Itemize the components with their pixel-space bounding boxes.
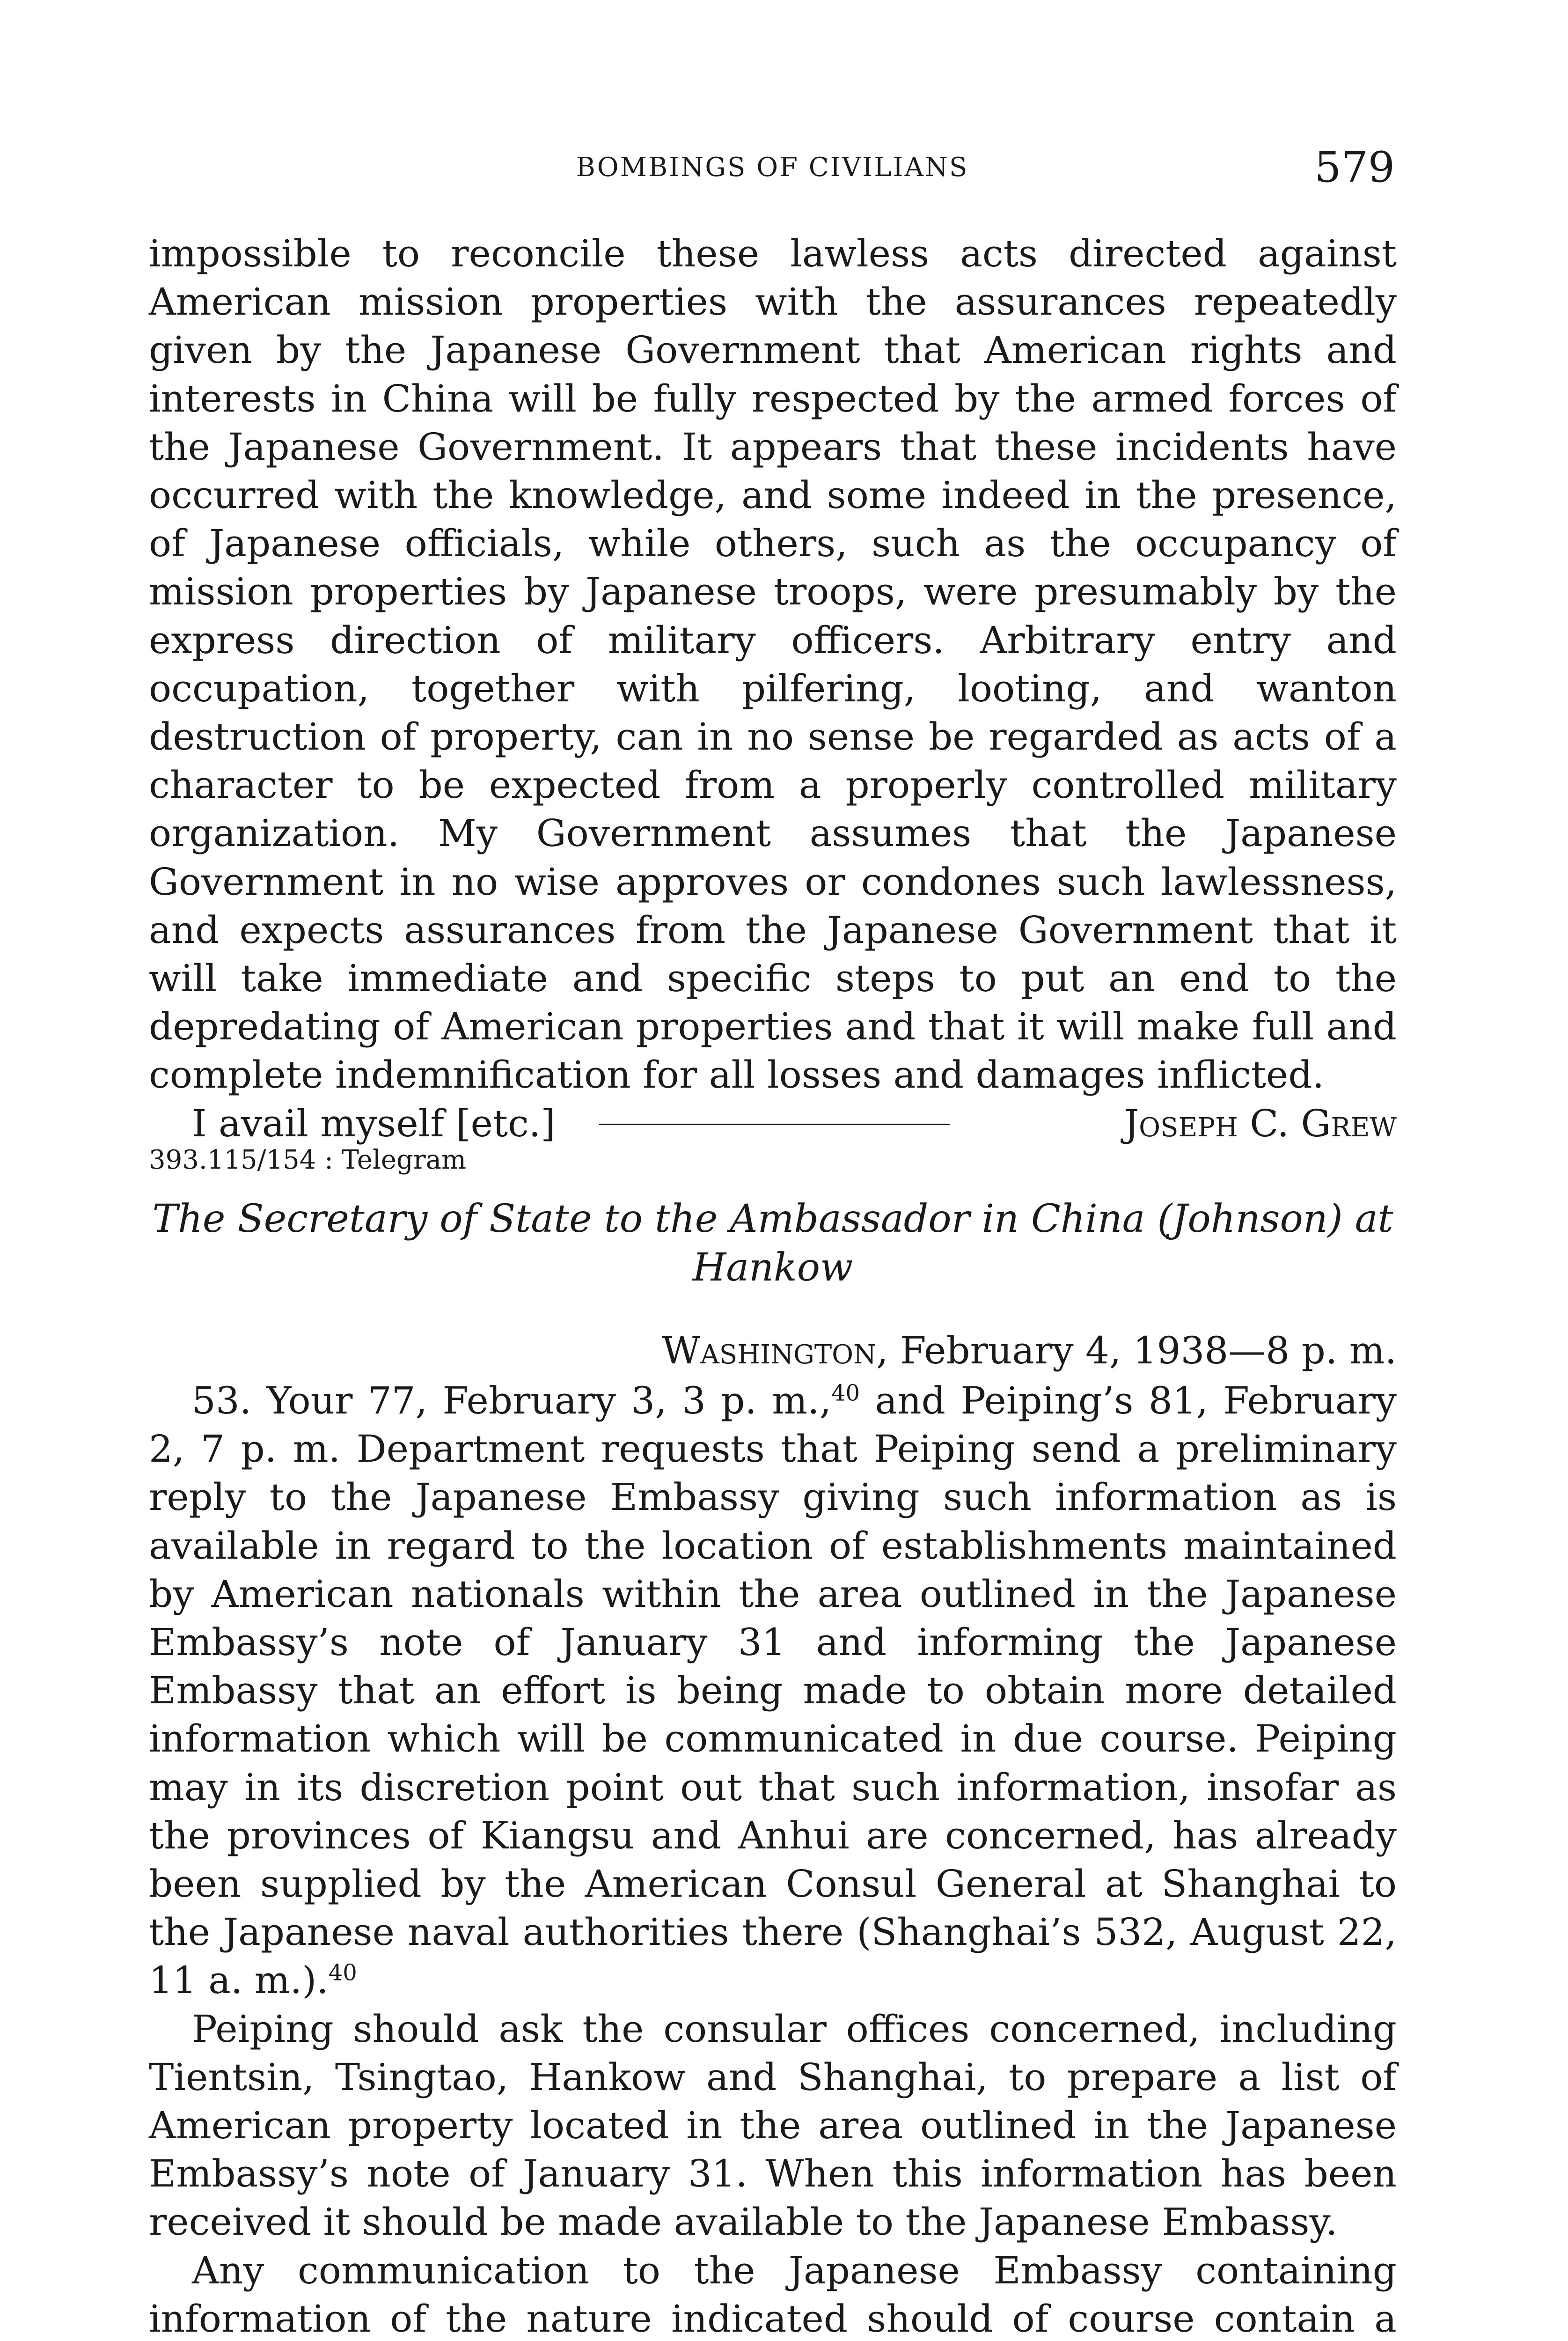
page-number: 579 — [1314, 143, 1395, 192]
dateline-place: Washington — [662, 1329, 877, 1372]
dateline — [662, 1329, 1397, 1372]
telegram-paragraph-2: Peiping should ask the consular offices concerned, including Tientsin, Tsingtao, Hankow and Shanghai, to prepare a list of American property located in the area outlined in the Japanese Embassy’s note of January 31. When this information has been received it should be made available to the Japanese Embassy. — [149, 2007, 1397, 2244]
footnote-ref: 40 — [831, 1380, 860, 1406]
telegram-paragraph-3: Any communication to the Japanese Embassy containing information of the nature indicated should of course contain a — [149, 2248, 1397, 2341]
letter-paragraph: impossible to reconcile these lawless acts directed against American mission properties with the assurances repeatedly given by the Japanese Government that American rights and interests in China will be fully respected by the armed forces of the Japanese Government. It appears that these incidents have occurred with the knowledge, and some indeed in the presence, of Japanese officials, while others, such as the occupancy of mission properties by Japanese troops, were presumably by the express direction of military officers. Arbitrary entry and occupation, together with pilfering, looting, and wanton destruction of property, can in no sense be regarded as acts of a character to be expected from a properly controlled military organization. My Government assumes that the Japanese Government in no wise approves or condones such lawlessness, and expects assurances from the Japanese Government that it will take immediate and specific steps to put an end to the depredating of American properties and that it will make full and complete indemnification for all losses and damages inflicted. — [149, 232, 1397, 1097]
telegram-body — [149, 1377, 1397, 2341]
dateline-date: , February 4, 1938—8 p. m. — [876, 1329, 1397, 1372]
file-reference: 393.115/154 : Telegram — [149, 1145, 467, 1175]
letter-signature: Joseph C. Grew — [1124, 1101, 1397, 1145]
footnote-ref: 40 — [328, 1959, 357, 1986]
letter-body — [149, 229, 1397, 1148]
section-divider — [599, 1124, 950, 1125]
running-title: BOMBINGS OF CIVILIANS — [576, 152, 969, 183]
telegram-paragraph-1: 53. Your 77, February 3, 3 p. m.,$^{40}$ and Peiping’s 81, February 2, 7 p. m. Department requests that Peiping send a preliminary reply to the Japanese Embassy giving such information as is available in regard to the location of establishments maintained by American nationals within the area outlined in the Japanese Embassy’s note of January 31 and informing the Japanese Embassy that an effort is being made to obtain more detailed information which will be communicated in due course. Peiping may in its discretion point out that such information, insofar as the provinces of Kiangsu and Anhui are concerned, has already been supplied by the American Consul General at Shanghai to the Japanese naval authorities there (Shanghai’s 532, August 22, 11 a. m.).$^{40}$ — [149, 1379, 1397, 2002]
running-head — [150, 143, 1395, 199]
document-title: The Secretary of State to the Ambassador in China (Johnson) at Hankow — [152, 1197, 1393, 1290]
letter-closing: I avail myself [etc.] — [192, 1101, 556, 1145]
